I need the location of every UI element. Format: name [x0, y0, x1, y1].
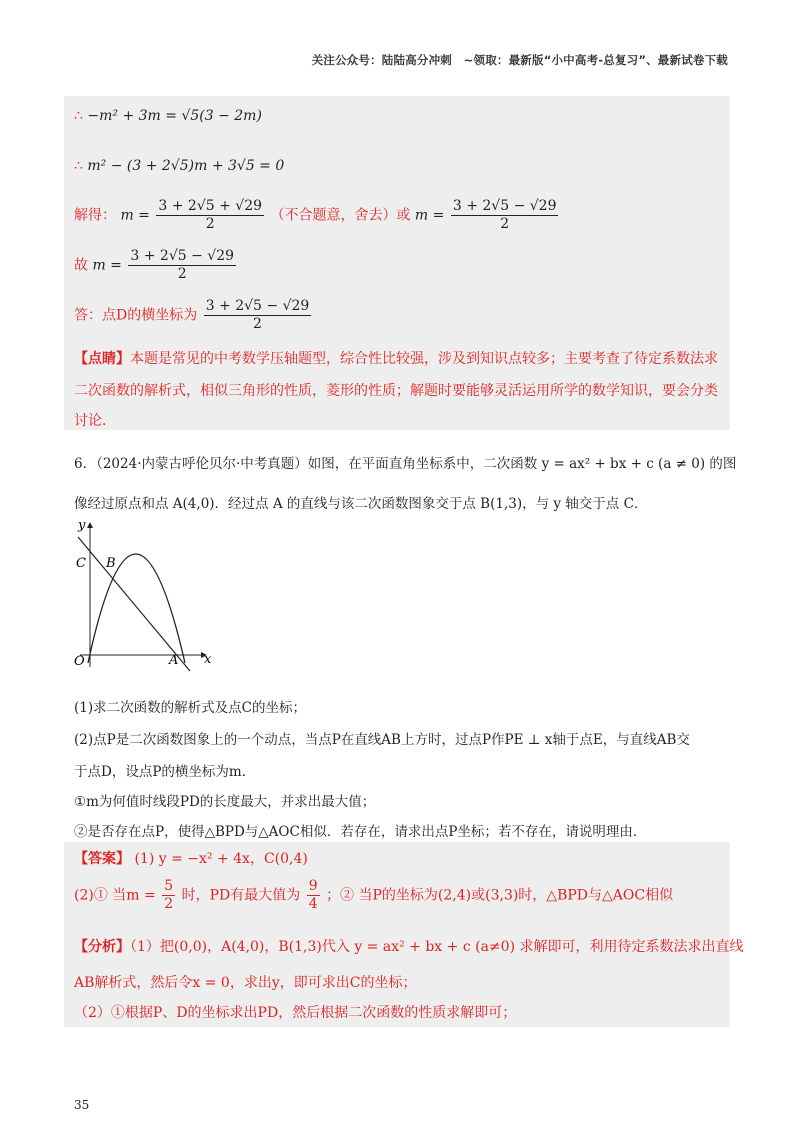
label-a: A [169, 653, 179, 668]
fraction [451, 198, 559, 233]
line-ab [78, 537, 190, 671]
label-x: x [204, 652, 212, 667]
denominator: 2 [253, 316, 262, 332]
numerator: 9 [308, 878, 318, 894]
analysis-text: （1）把(0,0)，A(4,0)，B(1,3)代入 y = ax² + bx + c (a≠0) 求解即可，利用待定系数法求出直线 [130, 939, 744, 955]
part-2-line-2: 于点D，设点P的横坐标为m． [74, 764, 256, 780]
label-y: y [78, 518, 86, 533]
answer-text: ；② 当P的坐标为(2,4)或(3,3)时，△BPD与△AOC相似 [326, 887, 674, 904]
answer-tag: 【答案】 [74, 851, 130, 867]
answer-part-1: (1) y = −x² + 4x，C(0,4) [134, 851, 308, 867]
question-line-1: 6．（2024·内蒙古呼伦贝尔·中考真题）如图，在平面直角坐标系中，二次函数 y = ax² + bx + c (a ≠ 0) 的图 [74, 456, 737, 472]
var-m: m = [120, 207, 150, 224]
answer-line-2 [74, 878, 673, 913]
answer-block [64, 842, 730, 1027]
answer-text: 时，PD有最大值为 [181, 887, 301, 904]
numerator: 3 + 2√5 + √29 [158, 198, 263, 214]
label-b: B [106, 556, 116, 571]
page-header: 关注公众号：陆陆高分冲刺 ~领取：最新版“小中高考-总复习”、最新试卷下载 [311, 53, 728, 67]
sub-question-2: ②是否存在点P，使得△BPD与△AOC相似．若存在，请求出点P坐标；若不存在，请说明理由． [74, 824, 647, 840]
numerator: 3 + 2√5 − √29 [452, 198, 557, 214]
numerator: 3 + 2√5 − √29 [130, 248, 235, 264]
solution-line-2 [74, 158, 284, 174]
sub-question-1: ①m为何值时线段PD的长度最大，并求出最大值； [74, 794, 376, 810]
numerator: 5 [164, 878, 174, 894]
answer-text: (2)① 当m = [74, 887, 156, 904]
numerator: 3 + 2√5 − √29 [205, 298, 310, 314]
var-m: m = [414, 207, 445, 224]
question-line-2: 像经过原点和点 A(4,0)．经过点 A 的直线与该二次函数图象交于点 B(1,3)，与 y 轴交于点 C． [74, 496, 648, 512]
parabola-curve [88, 554, 185, 663]
denominator: 2 [500, 216, 510, 232]
function-graph-figure [70, 515, 230, 675]
therefore-symbol: ∴ [74, 158, 83, 174]
var-m: m = [92, 257, 122, 274]
page-number: 35 [74, 1098, 90, 1112]
analysis-line-1 [74, 936, 743, 956]
comment-tag: 【点睛】 [74, 351, 130, 367]
part-1: (1)求二次函数的解析式及点C的坐标； [74, 700, 306, 716]
fraction [204, 298, 312, 333]
equation: m² − (3 + 2√5)m + 3√5 = 0 [87, 158, 285, 174]
solution-line-3 [74, 198, 560, 233]
comment-line-2: 二次函数的解析式，相似三角形的性质，菱形的性质；解题时要能够灵活运用所学的数学知识，要会分类 [74, 383, 718, 399]
reject-note: （不合题意，舍去）或 [270, 207, 411, 224]
denominator: 2 [177, 266, 187, 282]
analysis-tag: 【分析】 [74, 939, 130, 955]
fraction [156, 198, 264, 233]
therefore-symbol: ∴ [74, 108, 83, 124]
hence-label: 故 [74, 257, 88, 274]
analysis-line-2: AB解析式，然后令x = 0，求出y，即可求出C的坐标； [74, 975, 417, 991]
solve-label: 解得： [74, 207, 116, 224]
solution-line-1 [74, 108, 262, 124]
answer-label: 答：点D的横坐标为 [74, 307, 198, 324]
solution-line-4 [74, 248, 238, 283]
equation: −m² + 3m = √5(3 − 2m) [87, 108, 262, 124]
comment-text: 本题是常见的中考数学压轴题型，综合性比较强，涉及到知识点较多；主要考查了待定系数法求 [130, 351, 718, 367]
denominator: 4 [308, 896, 318, 912]
label-o: O [74, 654, 85, 669]
fraction [307, 878, 320, 913]
answer-line-1 [74, 848, 308, 868]
fraction [162, 878, 175, 913]
comment-line-1 [74, 348, 718, 368]
comment-line-3: 讨论． [74, 413, 116, 429]
analysis-line-3: （2）①根据P、D的坐标求出PD，然后根据二次函数的性质求解即可； [74, 1005, 517, 1021]
denominator: 2 [164, 896, 174, 912]
solution-line-5 [74, 298, 313, 333]
label-c: C [76, 556, 86, 571]
part-2-line-1: (2)点P是二次函数图象上的一个动点，当点P在直线AB上方时，过点P作PE ⊥ x轴于点E，与直线AB交 [74, 732, 690, 748]
denominator: 2 [205, 216, 215, 232]
fraction [128, 248, 236, 283]
